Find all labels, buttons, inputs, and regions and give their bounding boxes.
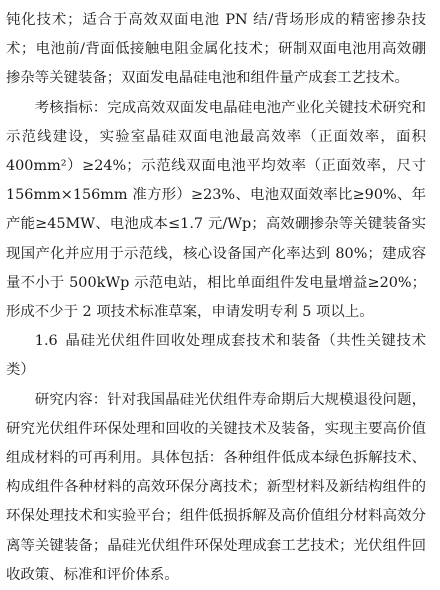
assessment-indicators-paragraph: 考核指标：完成高效双面发电晶硅电池产业化关键技术研究和示范线建设，实验室晶硅双面电池最高效率（正面效率，面积400mm²）≥24%；示范线双面电池平均效率（正面效率，尺寸156mm×156mm 准方形）≥23%、电池双面效率比≥90%、年产能≥45MW、电池成本≤1.7 元/Wp；高效硼掺杂等关键装备实现国产化并应用于示范线，核心设备国产化率达到 80%；建成容量不小于 500kWp 示范电站，相比单面组件发电量增益≥20%；形成不少于 2 项技术标准草案，申请发明专利 5 项以上。	[6, 99, 426, 321]
section-title: 晶硅光伏组件回收处理成套技术和装备（共性关键技术类）	[6, 333, 426, 379]
research-content-paragraph: 研究内容：针对我国晶硅光伏组件寿命期后大规模退役问题，研究光伏组件环保处理和回收的关键技术及装备，实现主要高价值组成材料的可再利用。具体包括：各种组件低成本绿色拆解技术、构成组件各种材料的高效环保分离技术；新型材料及新结构组件的环保处理技术和实验平台；组件低损拆解及高价值组分材料高效分离等关键装备；晶硅光伏组件环保处理成套工艺技术；光伏组件回收政策、标准和评价体系。	[6, 391, 426, 583]
section-number: 1.6	[34, 333, 58, 350]
section-heading	[6, 327, 426, 385]
continuation-paragraph: 钝化技术；适合于高效双面电池 PN 结/背场形成的精密掺杂技术；电池前/背面低接触电阻金属化技术；研制双面电池用高效硼掺杂等关键装备；双面发电晶硅电池和组件量产成套工艺技术。	[6, 12, 426, 87]
